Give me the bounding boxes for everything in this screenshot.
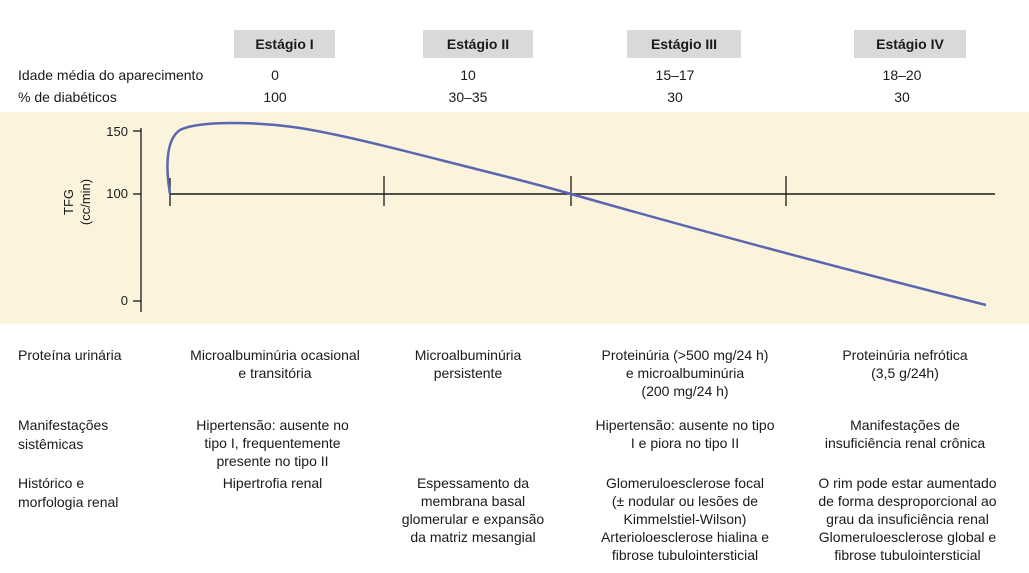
age-value: 0: [271, 67, 279, 83]
systemic-stage-3: Hipertensão: ausente no tipo I e piora no tipo II: [595, 417, 775, 451]
stage-4-header: Estágio IV: [854, 30, 966, 58]
age-value: 10: [460, 67, 476, 83]
gfr-curve: [167, 123, 986, 305]
stage-3-header: Estágio III: [627, 30, 741, 58]
percent-value: 100: [263, 89, 287, 105]
percent-value: 30–35: [448, 89, 488, 105]
age-value: 15–17: [655, 67, 695, 83]
percent-value: 30: [894, 89, 910, 105]
history-stage-2: Espessamento da membrana basal glomerular e expansão da matriz mesangial: [401, 475, 545, 545]
y-tick-label-150: 150: [106, 124, 128, 139]
age-row-label: Idade média do aparecimento: [18, 67, 204, 83]
protein-section-label: Proteína urinária: [18, 347, 122, 363]
age-value: 18–20: [882, 67, 922, 83]
y-axis-title-line1: TFG: [61, 189, 76, 215]
systemic-stage-4: Manifestações de insuficiência renal crônica: [824, 417, 986, 451]
stage-2-header: Estágio II: [423, 30, 533, 58]
history-stage-1: Hipertrofia renal: [222, 475, 323, 491]
y-tick-label-0: 0: [120, 293, 128, 308]
systemic-section-label: Manifestações sistêmicas: [18, 417, 109, 452]
history-stage-4: O rim pode estar aumentado de forma desproporcional ao grau da insuficiência renal Glomeruloesclerose global e fibrose tubulointersticial: [818, 475, 997, 563]
protein-stage-4: Proteinúria nefrótica (3,5 g/24h): [842, 347, 968, 381]
history-stage-3: Glomeruloesclerose focal (± nodular ou lesões de Kimmelstiel-Wilson) Arterioloesclerose hialina e fibrose tubulointersticial: [600, 475, 770, 563]
stage-1-header: Estágio I: [234, 30, 335, 58]
protein-stage-1: Microalbuminúria ocasional e transitória: [190, 347, 360, 381]
protein-stage-3: Proteinúria (>500 mg/24 h) e microalbuminúria (200 mg/24 h): [601, 347, 769, 399]
systemic-stage-1: Hipertensão: ausente no tipo I, frequentemente presente no tipo II: [196, 417, 349, 469]
y-tick-label-100: 100: [106, 186, 128, 201]
protein-stage-2: Microalbuminúria persistente: [414, 347, 522, 381]
percent-row-label: % de diabéticos: [18, 89, 117, 105]
history-section-label: Histórico e morfologia renal: [18, 475, 119, 510]
y-axis-title-line2: (cc/min): [78, 178, 93, 226]
percent-value: 30: [667, 89, 683, 105]
